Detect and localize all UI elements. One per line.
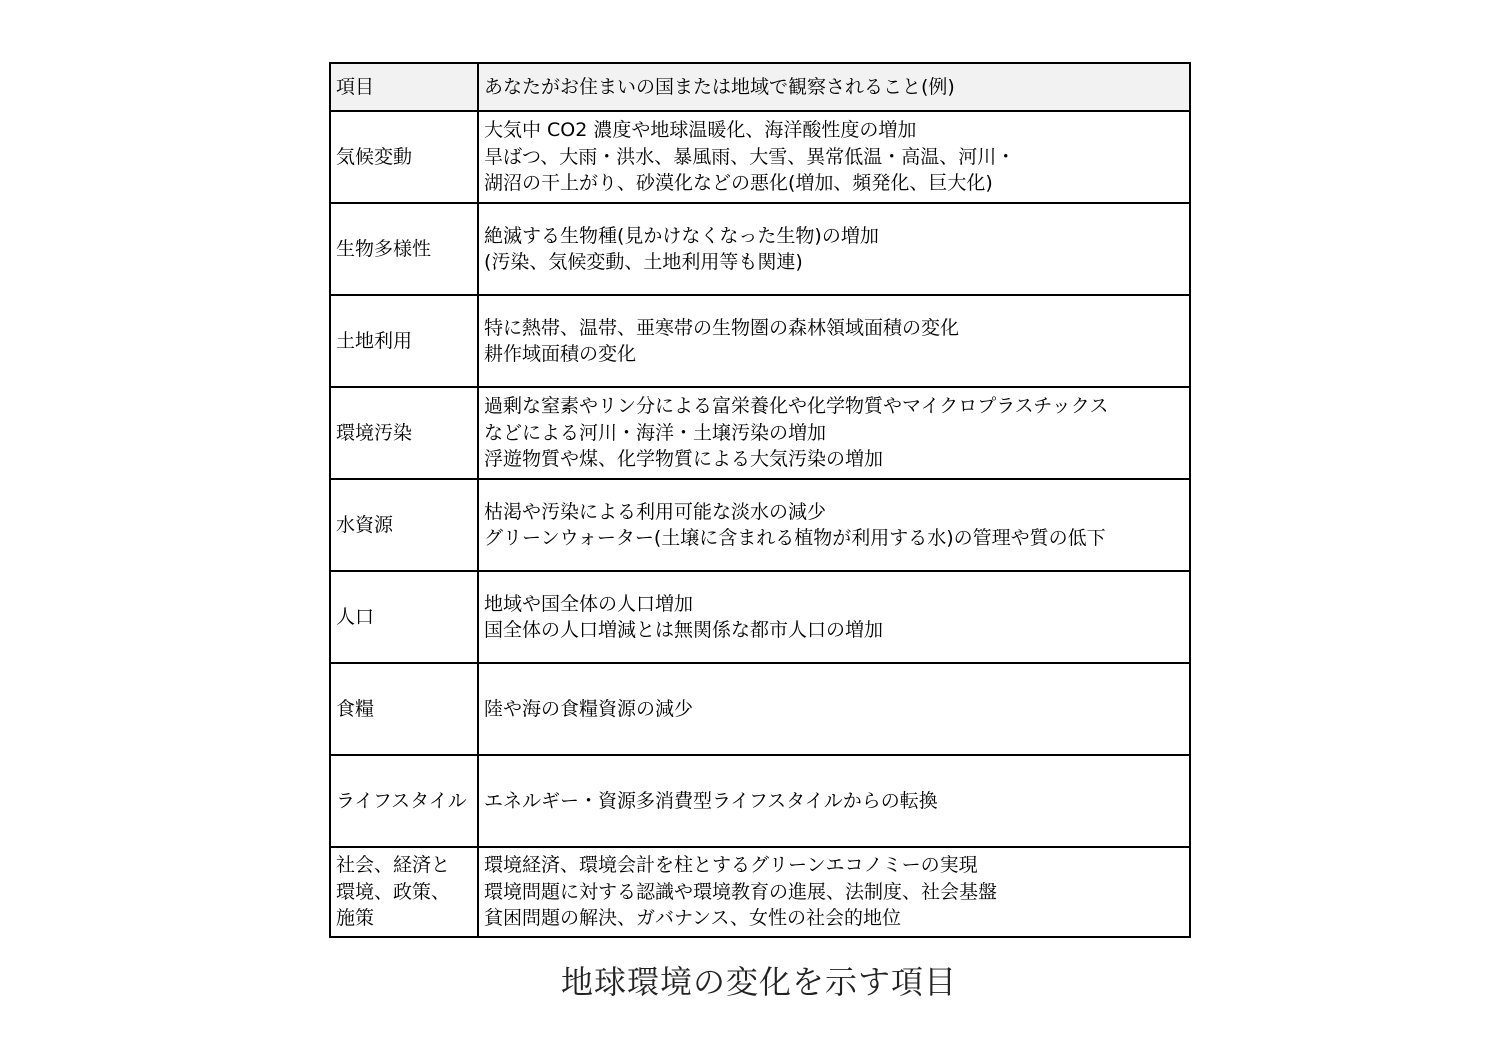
table-row (330, 663, 1190, 755)
table-row (330, 387, 1190, 479)
row-item-cell: 水資源 (330, 479, 478, 571)
row-item-cell: 食糧 (330, 663, 478, 755)
row-observation-cell: 特に熱帯、温帯、亜寒帯の生物圏の森林領域面積の変化 耕作域面積の変化 (478, 295, 1190, 387)
table-row (330, 203, 1190, 295)
row-observation-cell: 環境経済、環境会計を柱とするグリーンエコノミーの実現 環境問題に対する認識や環境教育の進展、法制度、社会基盤 貧困問題の解決、ガバナンス、女性の社会的地位 (478, 847, 1190, 937)
row-observation-cell: エネルギー・資源多消費型ライフスタイルからの転換 (478, 755, 1190, 847)
header-item-cell: 項目 (330, 63, 478, 111)
row-observation-cell: 陸や海の食糧資源の減少 (478, 663, 1190, 755)
table-row (330, 295, 1190, 387)
row-observation-cell: 絶滅する生物種(見かけなくなった生物)の増加 (汚染、気候変動、土地利用等も関連) (478, 203, 1190, 295)
row-item-cell: 気候変動 (330, 111, 478, 203)
figure-caption: 地球環境の変化を示す項目 (560, 963, 957, 1001)
table-header-row (330, 63, 1190, 111)
row-item-cell: 社会、経済と 環境、政策、 施策 (330, 847, 478, 937)
table-row (330, 571, 1190, 663)
row-item-cell: 環境汚染 (330, 387, 478, 479)
row-item-cell: 土地利用 (330, 295, 478, 387)
items-table (329, 62, 1191, 938)
items-table-container (329, 62, 1189, 938)
header-observation-cell: あなたがお住まいの国または地域で観察されること(例) (478, 63, 1190, 111)
table-row (330, 755, 1190, 847)
table-row (330, 111, 1190, 203)
row-observation-cell: 地域や国全体の人口増加 国全体の人口増減とは無関係な都市人口の増加 (478, 571, 1190, 663)
table-row (330, 479, 1190, 571)
row-observation-cell: 過剰な窒素やリン分による富栄養化や化学物質やマイクロプラスチックス などによる河川・海洋・土壌汚染の増加 浮遊物質や煤、化学物質による大気汚染の増加 (478, 387, 1190, 479)
row-item-cell: ライフスタイル (330, 755, 478, 847)
row-observation-cell: 枯渇や汚染による利用可能な淡水の減少 グリーンウォーター(土壌に含まれる植物が利用する水)の管理や質の低下 (478, 479, 1190, 571)
table-row (330, 847, 1190, 937)
row-observation-cell: 大気中 CO2 濃度や地球温暖化、海洋酸性度の増加 旱ばつ、大雨・洪水、暴風雨、大雪、異常低温・高温、河川・ 湖沼の干上がり、砂漠化などの悪化(増加、頻発化、巨大化) (478, 111, 1190, 203)
row-item-cell: 人口 (330, 571, 478, 663)
row-item-cell: 生物多様性 (330, 203, 478, 295)
